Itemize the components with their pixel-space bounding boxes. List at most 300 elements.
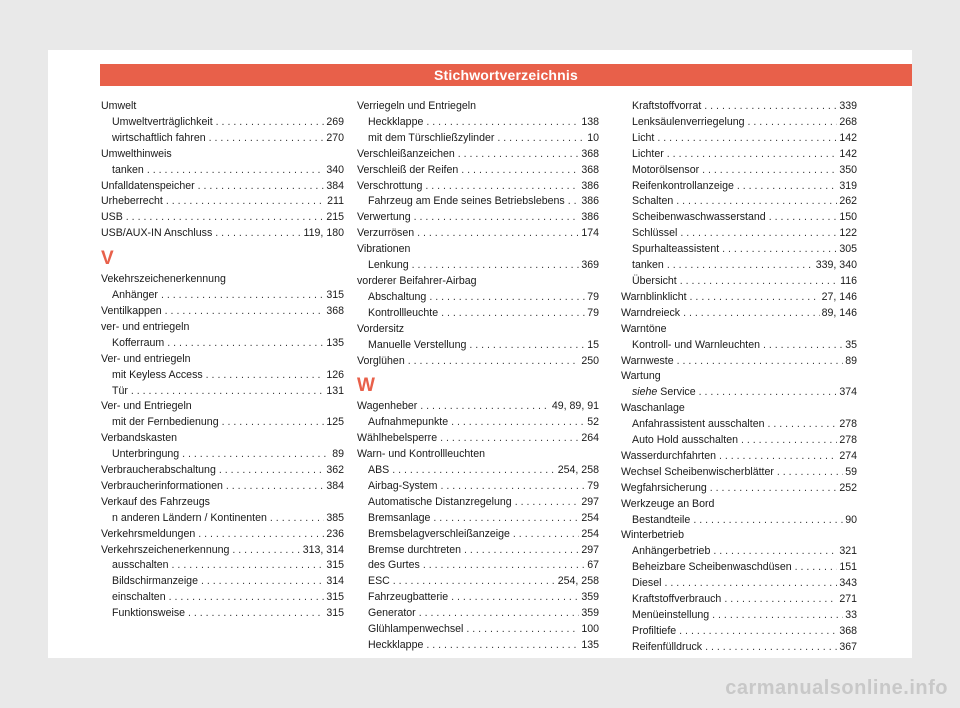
index-subentry xyxy=(621,544,857,560)
index-subentry xyxy=(621,131,857,147)
index-entry xyxy=(621,481,857,497)
dot-leader xyxy=(769,210,838,226)
index-subentry xyxy=(621,624,857,640)
entry-term: Heckklappe xyxy=(368,115,424,128)
page-reference: 278 xyxy=(839,434,857,447)
index-subentry xyxy=(621,385,857,401)
entry-term: Diesel xyxy=(632,577,662,590)
index-entry xyxy=(621,322,857,338)
entry-term: Warn- und Kontrollleuchten xyxy=(357,448,485,461)
page-reference: 131 xyxy=(326,384,344,397)
dot-leader xyxy=(433,511,579,527)
entry-term: ABS xyxy=(368,464,390,477)
entry-term: Lenksäulenverriegelung xyxy=(632,115,745,128)
page-reference: 79 xyxy=(587,479,599,492)
entry-term: ver- und entriegeln xyxy=(101,320,190,333)
page-reference: 215 xyxy=(326,211,344,224)
dot-leader xyxy=(206,368,325,384)
page-reference: 343 xyxy=(839,577,857,590)
entry-term: Übersicht xyxy=(632,274,677,287)
page-reference: 367 xyxy=(839,640,857,653)
entry-term: Spurhalteassistent xyxy=(632,243,720,256)
section-letter: W xyxy=(357,375,375,397)
page-reference: 268 xyxy=(839,115,857,128)
page-reference: 174 xyxy=(581,227,599,240)
entry-term: Wartung xyxy=(621,370,661,383)
index-page xyxy=(48,50,912,708)
dot-leader xyxy=(232,543,300,559)
dot-leader xyxy=(426,638,579,654)
page-reference: 35 xyxy=(845,338,857,351)
dot-leader xyxy=(680,226,837,242)
index-entry xyxy=(101,463,344,479)
index-entry xyxy=(621,369,857,385)
index-entry xyxy=(101,99,344,115)
dot-leader xyxy=(188,606,324,622)
entry-term: Vordersitz xyxy=(357,322,405,335)
entry-term: einschalten xyxy=(112,591,166,604)
index-entry xyxy=(621,354,857,370)
index-entry xyxy=(101,147,344,163)
page-reference: 315 xyxy=(326,559,344,572)
page-reference: 384 xyxy=(326,479,344,492)
entry-term: Waschanlage xyxy=(621,402,685,415)
page-reference: 151 xyxy=(839,561,857,574)
index-entry xyxy=(101,352,344,368)
page-reference: 340 xyxy=(326,163,344,176)
index-subentry xyxy=(357,511,599,527)
index-subentry xyxy=(621,99,857,115)
index-entry xyxy=(357,447,599,463)
index-subentry xyxy=(357,479,599,495)
index-subentry xyxy=(357,290,599,306)
dot-leader xyxy=(165,304,325,320)
index-subentry xyxy=(621,147,857,163)
index-entry xyxy=(357,354,599,370)
dot-leader xyxy=(664,576,837,592)
index-subentry xyxy=(101,163,344,179)
page-reference: 138 xyxy=(581,115,599,128)
page-reference: 368 xyxy=(839,624,857,637)
page-reference: 315 xyxy=(326,607,344,620)
index-subentry xyxy=(357,527,599,543)
dot-leader xyxy=(201,574,324,590)
index-subentry xyxy=(101,115,344,131)
page-reference: 314 xyxy=(326,575,344,588)
dot-leader xyxy=(216,115,325,131)
dot-leader xyxy=(423,558,585,574)
dot-leader xyxy=(469,338,585,354)
index-subentry xyxy=(357,131,599,147)
entry-term: Verkehrszeichenerkennung xyxy=(101,543,230,556)
entry-term: Profiltiefe xyxy=(632,624,677,637)
dot-leader xyxy=(704,99,837,115)
entry-term: Kofferraum xyxy=(112,336,165,349)
entry-term: Umweltverträglichkeit xyxy=(112,115,213,128)
index-subentry xyxy=(357,415,599,431)
dot-leader xyxy=(172,558,325,574)
page-reference: 27, 146 xyxy=(821,290,857,303)
index-entry xyxy=(101,304,344,320)
dot-leader xyxy=(126,210,325,226)
entry-term: Manuelle Verstellung xyxy=(368,338,467,351)
page-reference: 49, 89, 91 xyxy=(551,400,599,413)
dot-leader xyxy=(702,163,837,179)
entry-term: tanken xyxy=(112,163,144,176)
page-reference: 254, 258 xyxy=(557,575,599,588)
index-entry xyxy=(101,543,344,559)
page-reference: 359 xyxy=(581,607,599,620)
page-reference: 384 xyxy=(326,179,344,192)
entry-term: Fahrzeugbatterie xyxy=(368,591,449,604)
index-entry xyxy=(357,226,599,242)
index-subentry xyxy=(357,606,599,622)
dot-leader xyxy=(420,399,550,415)
dot-leader xyxy=(464,543,579,559)
dot-leader xyxy=(412,258,580,274)
page-reference: 89 xyxy=(332,448,344,461)
page-reference: 135 xyxy=(326,336,344,349)
index-entry xyxy=(621,528,857,544)
entry-term: Bremsanlage xyxy=(368,511,431,524)
entry-term: Funktionsweise xyxy=(112,607,186,620)
dot-leader xyxy=(429,290,585,306)
entry-term: Heckklappe xyxy=(368,639,424,651)
page-reference: 269 xyxy=(326,115,344,128)
page-reference: 254, 258 xyxy=(557,464,599,477)
page-reference: 33 xyxy=(845,609,857,621)
index-subentry xyxy=(621,179,857,195)
dot-leader xyxy=(713,544,837,560)
entry-term: USB xyxy=(101,211,123,224)
entry-term: Unfalldatenspeicher xyxy=(101,179,195,192)
index-subentry xyxy=(101,336,344,352)
index-subentry xyxy=(621,576,857,592)
page-reference: 211 xyxy=(327,195,344,208)
index-subentry xyxy=(357,306,599,322)
dot-leader xyxy=(719,449,837,465)
index-entry xyxy=(621,290,857,306)
dot-leader xyxy=(161,288,324,304)
page-reference: 90 xyxy=(845,513,857,526)
index-subentry xyxy=(621,338,857,354)
page-reference: 142 xyxy=(839,147,857,160)
index-entry xyxy=(357,163,599,179)
entry-term: Vorglühen xyxy=(357,354,405,367)
entry-term: Verkehrsmeldungen xyxy=(101,527,196,540)
entry-term: Umwelt xyxy=(101,100,137,112)
index-subentry xyxy=(621,258,857,274)
entry-term: Verschrottung xyxy=(357,179,423,192)
page-reference: 126 xyxy=(326,368,344,381)
entry-term: Verbandskasten xyxy=(101,432,177,445)
entry-term: Vekehrszeichenerkennung xyxy=(101,273,226,286)
entry-term: Verbraucherabschaltung xyxy=(101,464,216,477)
dot-leader xyxy=(451,415,585,431)
dot-leader xyxy=(419,606,580,622)
index-column-1 xyxy=(101,99,344,622)
entry-term: vorderer Beifahrer-Airbag xyxy=(357,274,477,287)
entry-term: Wechsel Scheibenwischerblätter xyxy=(621,465,774,478)
entry-term: Wasserdurchfahrten xyxy=(621,449,716,462)
index-entry xyxy=(357,242,599,258)
index-subentry xyxy=(621,608,857,624)
index-entry xyxy=(621,306,857,322)
entry-term: Ver- und Entriegeln xyxy=(101,400,192,413)
index-entry xyxy=(357,322,599,338)
index-entry xyxy=(357,431,599,447)
index-column-2 xyxy=(357,99,599,654)
dot-leader xyxy=(182,447,330,463)
dot-leader xyxy=(513,527,579,543)
index-entry xyxy=(101,431,344,447)
index-subentry xyxy=(357,258,599,274)
dot-leader xyxy=(198,527,324,543)
dot-leader xyxy=(737,179,837,195)
dot-leader xyxy=(441,306,585,322)
dot-leader xyxy=(515,495,580,511)
entry-term: mit Keyless Access xyxy=(112,368,203,381)
entry-term: Unterbringung xyxy=(112,448,180,461)
entry-term: Scheibenwaschwasserstand xyxy=(632,211,766,224)
entry-term: Schlüssel xyxy=(632,227,678,240)
dot-leader xyxy=(215,226,301,242)
dot-leader xyxy=(683,306,820,322)
watermark: carmanualsonline.info xyxy=(725,677,948,699)
index-entry xyxy=(101,479,344,495)
page-reference: 59 xyxy=(845,465,857,478)
dot-leader xyxy=(724,592,837,608)
index-entry xyxy=(101,495,344,511)
page-reference: 254 xyxy=(581,527,599,540)
dot-leader xyxy=(451,590,579,606)
dot-leader xyxy=(414,210,580,226)
page-reference: 315 xyxy=(326,591,344,604)
page-reference: 305 xyxy=(839,243,857,256)
dot-leader xyxy=(458,147,580,163)
dot-leader xyxy=(466,622,579,638)
index-subentry xyxy=(621,417,857,433)
entry-term: Winterbetrieb xyxy=(621,529,684,542)
entry-term: Verbraucherinformationen xyxy=(101,479,223,492)
page-reference: 254 xyxy=(581,511,599,524)
page-reference: 125 xyxy=(326,416,344,429)
dot-leader xyxy=(440,479,585,495)
dot-leader xyxy=(497,131,585,147)
entry-term: Fahrzeug am Ende seines Betriebslebens xyxy=(368,195,565,208)
dot-leader xyxy=(763,338,843,354)
index-subentry xyxy=(101,606,344,622)
entry-term: ausschalten xyxy=(112,559,169,572)
index-entry xyxy=(621,401,857,417)
entry-term: Umwelthinweis xyxy=(101,147,172,160)
index-entry xyxy=(101,272,344,288)
page-reference: 264 xyxy=(581,432,599,445)
entry-term: Vibrationen xyxy=(357,243,411,256)
index-entry xyxy=(621,449,857,465)
index-entry xyxy=(101,210,344,226)
page-reference: 386 xyxy=(581,179,599,192)
index-subentry xyxy=(357,543,599,559)
entry-term: Wegfahrsicherung xyxy=(621,481,707,494)
page-reference: 89 xyxy=(845,354,857,367)
entry-term: Kraftstoffvorrat xyxy=(632,100,702,112)
entry-term: USB/AUX-IN Anschluss xyxy=(101,227,213,240)
dot-leader xyxy=(680,274,838,290)
entry-term: Menüeinstellung xyxy=(632,609,710,621)
dot-leader xyxy=(748,115,838,131)
index-subentry xyxy=(101,415,344,431)
index-subentry xyxy=(101,288,344,304)
entry-term: Wagenheber xyxy=(357,400,418,413)
page-title: Stichwortverzeichnis xyxy=(433,67,579,83)
index-subentry xyxy=(621,640,857,656)
entry-term: Kontroll- und Warnleuchten xyxy=(632,338,760,351)
entry-term: Abschaltung xyxy=(368,290,427,303)
page-reference: 374 xyxy=(839,386,857,399)
index-subentry xyxy=(357,115,599,131)
dot-leader xyxy=(741,433,837,449)
entry-term: Bremsbelagverschleißanzeige xyxy=(368,527,510,540)
index-column-3 xyxy=(621,99,857,656)
page-reference: 385 xyxy=(326,511,344,524)
entry-term: Kraftstoffverbrauch xyxy=(632,593,722,606)
entry-term: Lichter xyxy=(632,147,664,160)
dot-leader xyxy=(690,290,820,306)
dot-leader xyxy=(167,336,324,352)
dot-leader xyxy=(131,384,324,400)
index-subentry xyxy=(101,590,344,606)
page-reference: 79 xyxy=(587,290,599,303)
entry-term: Glühlampenwechsel xyxy=(368,623,464,636)
entry-term: Generator xyxy=(368,607,416,620)
dot-leader xyxy=(209,131,325,147)
dot-leader xyxy=(712,608,843,624)
entry-term: Bildschirmanzeige xyxy=(112,575,198,588)
page-reference: 339 xyxy=(839,100,857,112)
dot-leader xyxy=(699,385,838,401)
page-reference: 386 xyxy=(581,211,599,224)
entry-term: Warnweste xyxy=(621,354,674,367)
entry-term: Reifenkontrollanzeige xyxy=(632,179,734,192)
index-subentry xyxy=(101,447,344,463)
index-subentry xyxy=(621,433,857,449)
entry-term: Anhänger xyxy=(112,289,158,302)
index-subentry xyxy=(621,163,857,179)
entry-term: Warntöne xyxy=(621,322,667,335)
index-subentry xyxy=(621,242,857,258)
index-entry xyxy=(101,194,344,210)
page-reference: 278 xyxy=(839,418,857,431)
entry-term: Anfahrassistent ausschalten xyxy=(632,418,765,431)
index-entry xyxy=(357,399,599,415)
page-reference: 350 xyxy=(839,163,857,176)
entry-term: Kontrollleuchte xyxy=(368,306,439,319)
page-reference: 262 xyxy=(839,195,857,208)
page-reference: 297 xyxy=(581,495,599,508)
dot-leader xyxy=(425,179,579,195)
dot-leader xyxy=(677,354,844,370)
page-reference: 79 xyxy=(587,306,599,319)
page-reference: 15 xyxy=(587,338,599,351)
entry-term: wirtschaftlich fahren xyxy=(112,131,206,144)
page-reference: 368 xyxy=(581,163,599,176)
index-subentry xyxy=(357,558,599,574)
entry-term: Aufnahmepunkte xyxy=(368,416,449,429)
index-entry xyxy=(357,210,599,226)
entry-term: Urheberrecht xyxy=(101,195,163,208)
entry-term: Tür xyxy=(112,384,128,397)
index-subentry xyxy=(621,513,857,529)
index-entry xyxy=(357,179,599,195)
section-letter: V xyxy=(101,248,114,270)
page-reference: 321 xyxy=(839,545,857,558)
index-subentry xyxy=(101,574,344,590)
page-reference: 274 xyxy=(839,449,857,462)
dot-leader xyxy=(768,417,838,433)
index-entry xyxy=(357,147,599,163)
index-entry xyxy=(621,497,857,513)
index-subentry xyxy=(621,592,857,608)
page-reference: 150 xyxy=(839,211,857,224)
dot-leader xyxy=(166,194,325,210)
page-reference: 297 xyxy=(581,543,599,556)
entry-term: Verwertung xyxy=(357,211,411,224)
dot-leader xyxy=(270,511,324,527)
page-reference: 67 xyxy=(587,559,599,572)
page-reference: 271 xyxy=(839,593,857,606)
index-subentry xyxy=(101,368,344,384)
index-entry xyxy=(101,320,344,336)
dot-leader xyxy=(657,131,837,147)
page-reference: 313, 314 xyxy=(302,543,344,556)
index-subentry xyxy=(357,495,599,511)
index-entry xyxy=(357,99,599,115)
dot-leader xyxy=(198,179,325,195)
entry-term: mit dem Türschließzylinder xyxy=(368,131,495,144)
dot-leader xyxy=(393,574,556,590)
index-subentry xyxy=(101,384,344,400)
index-entry xyxy=(101,179,344,195)
see-reference: siehe xyxy=(632,386,658,399)
entry-term: Beheizbare Scheibenwaschdüsen xyxy=(632,561,792,574)
index-subentry xyxy=(101,558,344,574)
entry-term: Werkzeuge an Bord xyxy=(621,497,715,510)
entry-term: Reifenfülldruck xyxy=(632,640,703,653)
page-reference: 270 xyxy=(326,131,344,144)
page-reference: 368 xyxy=(326,304,344,317)
entry-term: Airbag-System xyxy=(368,479,438,492)
index-subentry xyxy=(101,511,344,527)
page-reference: 369 xyxy=(581,259,599,272)
entry-term: mit der Fernbedienung xyxy=(112,416,219,429)
entry-term: Verkauf des Fahrzeugs xyxy=(101,495,210,508)
page-reference: 359 xyxy=(581,591,599,604)
dot-leader xyxy=(795,560,838,576)
index-subentry xyxy=(101,131,344,147)
page-reference: 122 xyxy=(839,227,857,240)
entry-term: Auto Hold ausschalten xyxy=(632,434,739,447)
entry-term: Verriegeln und Entriegeln xyxy=(357,100,476,112)
index-subentry xyxy=(357,590,599,606)
dot-leader xyxy=(408,354,580,370)
index-entry xyxy=(101,399,344,415)
index-subentry xyxy=(357,574,599,590)
dot-leader xyxy=(667,258,814,274)
entry-term: n anderen Ländern / Kontinenten xyxy=(112,511,267,524)
index-subentry xyxy=(357,194,599,210)
page-reference: 135 xyxy=(581,639,599,651)
